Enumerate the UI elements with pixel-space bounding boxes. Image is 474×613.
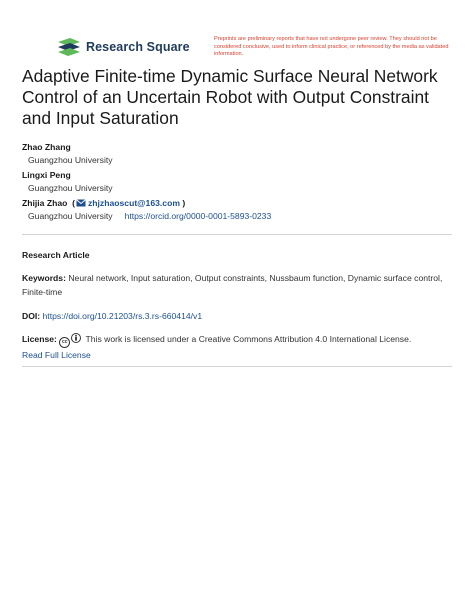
license-section — [22, 332, 452, 362]
author-email-link[interactable]: zhjzhaoscut@163.com — [88, 198, 180, 208]
keywords-label: Keywords: — [22, 273, 66, 283]
mail-icon — [76, 199, 86, 207]
paper-title: Adaptive Finite-time Dynamic Surface Neural Network Control of an Uncertain Robot with Output Constraint and Input Saturation — [22, 66, 438, 129]
keywords-text: Neural network, Input saturation, Output constraints, Nussbaum function, Dynamic surface control, Finite-time — [22, 273, 443, 297]
license-text: This work is licensed under a Creative Commons Attribution 4.0 International License. — [85, 334, 412, 344]
article-type — [22, 248, 452, 262]
author-list — [22, 142, 462, 223]
author-name: Zhijia Zhao — [22, 198, 68, 208]
keywords — [22, 271, 452, 299]
author-name: Zhao Zhang — [22, 142, 71, 152]
divider — [22, 366, 452, 367]
research-square-logo-icon — [58, 38, 80, 56]
preprint-notice: Preprints are preliminary reports that have not undergone peer review. They should not be considered conclusive, used to inform clinical practice, or referenced by the media as validated information. — [214, 36, 449, 58]
author-affiliation: Guangzhou University — [28, 211, 113, 221]
corresponding-author: Zhijia Zhao ( zhjzhaoscut@163.com ) — [22, 198, 186, 208]
creative-commons-icon: cc — [59, 337, 70, 348]
doi-link[interactable]: https://doi.org/10.21203/rs.3.rs-660414/v1 — [42, 311, 203, 321]
orcid-link[interactable]: https://orcid.org/0000-0001-5893-0233 — [124, 211, 272, 221]
author-affiliation: Guangzhou University — [28, 155, 113, 165]
author-affiliation-row — [28, 209, 462, 223]
attribution-icon — [71, 333, 81, 343]
article-type-label: Research Article — [22, 250, 90, 260]
license-label: License: — [22, 334, 57, 344]
brand-name: Research Square — [86, 40, 190, 54]
doi-row — [22, 309, 452, 323]
author-name: Lingxi Peng — [22, 170, 71, 180]
research-square-logo[interactable] — [58, 38, 190, 56]
doi-label: DOI: — [22, 311, 41, 321]
read-full-license-link[interactable]: Read Full License — [22, 350, 91, 360]
divider — [22, 234, 452, 235]
author-affiliation: Guangzhou University — [28, 183, 113, 193]
